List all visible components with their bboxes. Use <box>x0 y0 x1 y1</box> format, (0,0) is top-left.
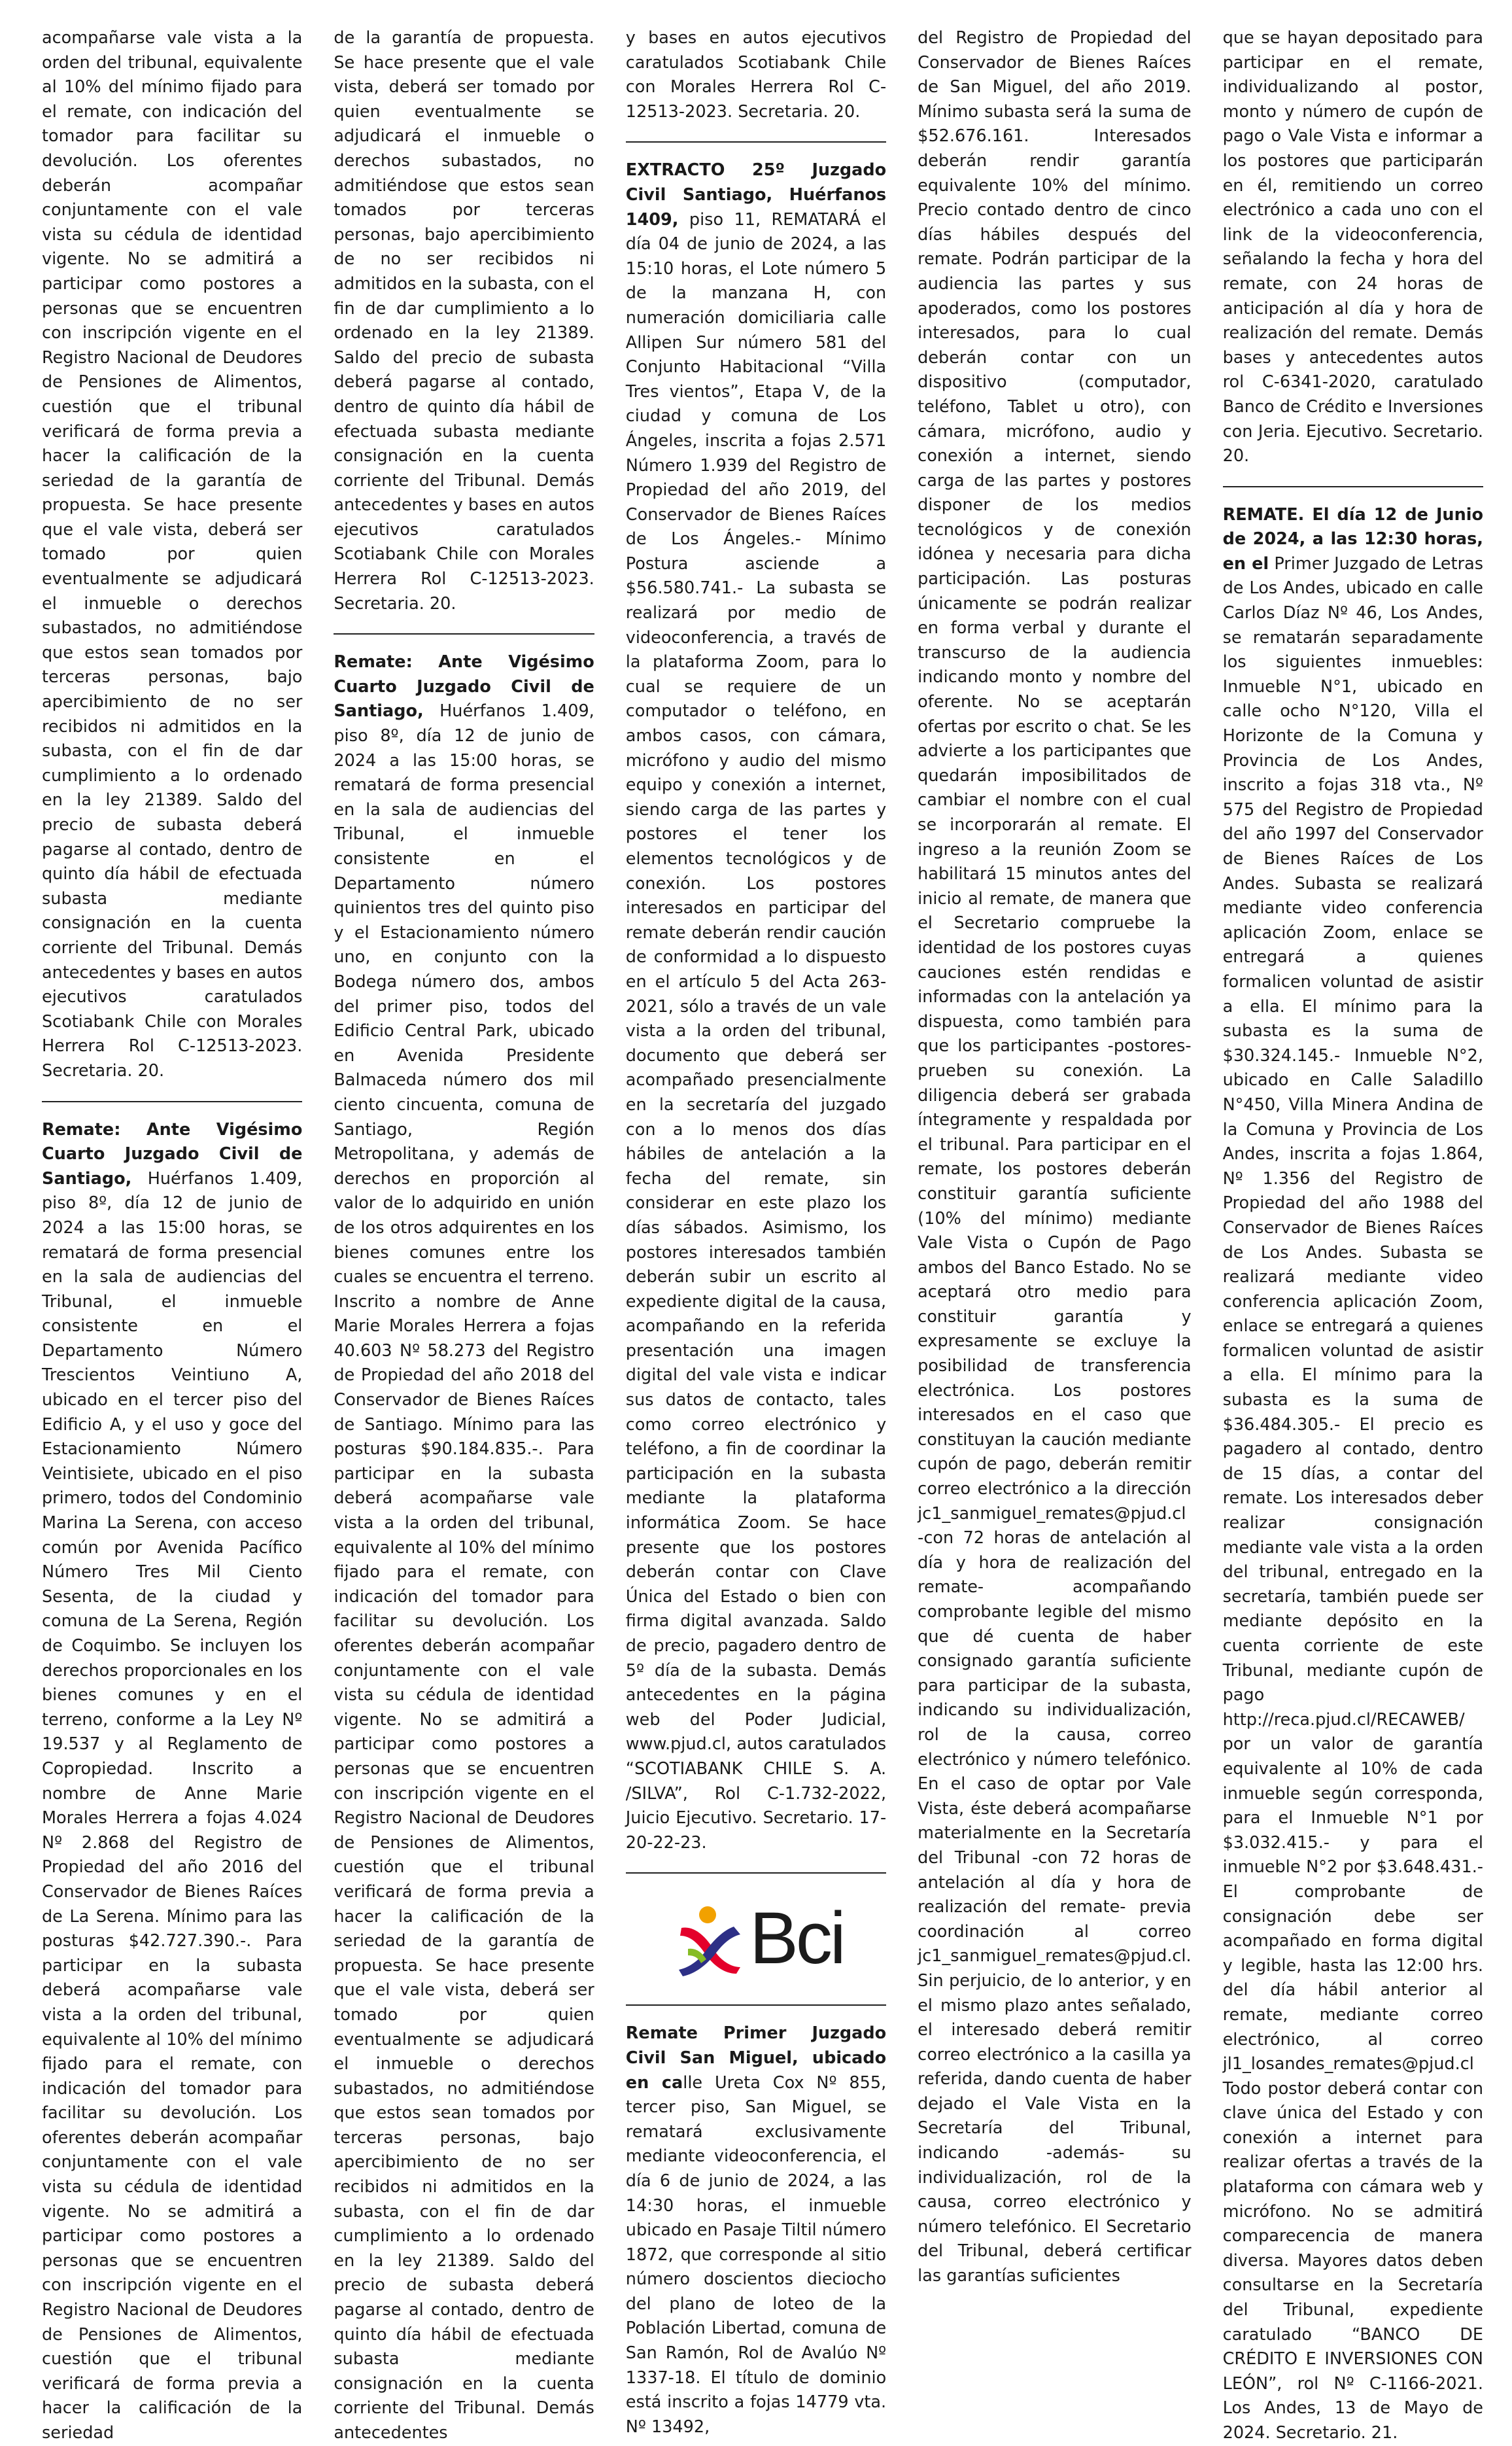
notice-continuation <box>42 26 302 1084</box>
notice-continuation <box>1223 26 1483 469</box>
notice-remate-los-andes <box>1223 503 1483 2446</box>
notice-heading: REMATE. El día 12 de Junio de 2024, a las 12:30 horas, en el <box>1222 504 1483 574</box>
notice-continuation <box>918 26 1191 2289</box>
notice-body: que se hayan depositado para participar en el remate, individualizando al postor, monto y número de cupón de pago o Vale Vista e informar a los postores que participarán en él, remitiendo un correo electrónico a cada uno con el link de la videoconferencia, señalando la fecha y hora del remate, con 24 horas de anticipación al día y hora de realización del remate. Demás bases y antecedentes autos rol C-6341-2020, caratulado Banco de Crédito e Inversiones con Jeria. Ejecutivo. Secretario. 20. <box>1222 28 1483 466</box>
notice-body: Huérfanos 1.409, piso 8º, día 12 de junio de 2024 a las 15:00 horas, se rematará de forma presencial en la sala de audiencias del Tribunal, el inmueble consistente en el Departamento Número Trescientos Veintiuno A, ubicado en el tercer piso del Edificio A, y el uso y goce del Estacionamiento Número Veintisiete, ubicado en el piso primero, todos del Condominio Marina La Serena, con acceso común por Avenida Pacífico Número Tres Mil Ciento Sesenta, de la ciudad y comuna de La Serena, Región de Coquimbo. Se incluyen los derechos proporcionales en los bienes comunes y en el terreno, conforme a la Ley Nº 19.537 y al Reglamento de Copropiedad. Inscrito a nombre de Anne Marie Morales Herrera a fojas 4.024 Nº 2.868 del Registro de Propiedad del año 2016 del Conservador de Bienes Raíces de La Serena. Mínimo para las posturas $42.727.390.-. Para participar en la subasta deberá acompañarse vale vista a la orden del tribunal, equivalente al 10% del mínimo fijado para el remate, con indicación del tomador para facilitar su devolución. Los oferentes deberán acompañar conjuntamente con el vale vista su cédula de identidad vigente. No se admitirá a participar como postores a personas que se encuentren con inscripción vigente en el Registro Nacional de Deudores de Pensiones de Alimentos, cuestión que el tribunal verificará de forma previa a hacer la calificación de la seriedad <box>42 1168 303 2443</box>
notice-divider <box>626 2004 886 2006</box>
bci-logo-wordmark: Bci <box>749 1897 844 1980</box>
bci-logo <box>626 1889 886 1987</box>
notice-divider <box>42 1101 302 1102</box>
notice-extracto-25-civil <box>626 158 886 1855</box>
column-3 <box>625 26 887 2437</box>
notice-body: piso 11, REMATARÁ el día 04 de junio de 2024, a las 15:10 horas, el Lote número 5 de la manzana H, con numeración domiciliaria calle Allipen Sur número 581 del Conjunto Habitacional “Villa Tres vientos”, Etapa V, de la ciudad y comuna de Los Ángeles, inscrita a fojas 2.571 Número 1.939 del Registro de Propiedad del año 2019, del Conservador de Bienes Raíces de Los Ángeles.- Mínimo Postura asciende a $56.580.741.- La subasta se realizará por medio de videoconferencia, a través de la plataforma Zoom, para lo cual se requiere de un computador o teléfono, en ambos casos, con cámara, micrófono y audio del mismo equipo y conexión a internet, siendo carga de las partes y postores el tener los elementos tecnológicos y de conexión. Los postores interesados en participar del remate deberán rendir caución de conformidad a lo dispuesto en el artículo 5 del Acta 263-2021, sólo a través de un vale vista a la orden del tribunal, documento que deberá ser acompañado presencialmente en la secretaría del juzgado con a lo menos dos días hábiles de antelación a la fecha del remate, sin considerar en este plazo los días sábados. Asimismo, los postores interesados también deberán subir un escrito al expediente digital de la causa, acompañando en la referida presentación una imagen digital del vale vista e indicar sus datos de contacto, tales como correo electrónico y teléfono, a fin de coordinar la participación en la subasta mediante la plataforma informática Zoom. Se hace presente que los postores deberán contar con Clave Única del Estado o bien con firma digital avanzada. Saldo de precio, pagadero dentro de 5º día de la subasta. Demás antecedentes en la página web del Poder Judicial, www.pjud.cl, autos caratulados “SCOTIABANK CHILE S. A. /SILVA”, Rol C-1.732-2022, Juicio Ejecutivo. Secretario. 17-20-22-23. <box>625 209 887 1853</box>
notice-body: acompañarse vale vista a la orden del tribunal, equivalente al 10% del mínimo fijado para el remate, con indicación del tomador para facilitar su devolución. Los oferentes deberán acompañar conjuntamente con el vale vista su cédula de identidad vigente. No se admitirá a participar como postores a personas que se encuentren con inscripción vigente en el Registro Nacional de Deudores de Pensiones de Alimentos, cuestión que el tribunal verificará de forma previa a hacer la calificación de la seriedad de la garantía de propuesta. Se hace presente que el vale vista, deberá ser tomado por quien eventualmente se adjudicará el inmueble o derechos subastados, no admitiéndose que estos sean tomados por terceras personas, bajo apercibimiento de no ser recibidos ni admitidos en la subasta, con el fin de dar cumplimiento a lo ordenado en la ley 21389. Saldo del precio de subasta deberá pagarse al contado, dentro de quinto día hábil de efectuada subasta mediante consignación en la cuenta corriente del Tribunal. Demás antecedentes y bases en autos ejecutivos caratulados Scotiabank Chile con Morales Herrera Rol C-12513-2023. Secretaria. 20. <box>42 28 303 1081</box>
notice-body: Huérfanos 1.409, piso 8º, día 12 de junio de 2024 a las 15:00 horas, se rematará de forma presencial en la sala de audiencias del Tribunal, el inmueble consistente en el Departamento número quinientos tres del quinto piso y el Estacionamiento número uno, en conjunto con la Bodega número dos, ambos del primer piso, todos del Edificio Central Park, ubicado en Avenida Presidente Balmaceda número dos mil ciento cincuenta, comuna de Santiago, Región Metropolitana, y además de derechos en proporción al valor de lo adquirido en unión de los otros adquirentes en los bienes comunes entre los cuales se encuentra el terreno. Inscrito a nombre de Anne Marie Morales Herrera a fojas 40.603 Nº 58.273 del Registro de Propiedad del año 2018 del Conservador de Bienes Raíces de Santiago. Mínimo para las posturas $90.184.835.-. Para participar en la subasta deberá acompañarse vale vista a la orden del tribunal, equivalente al 10% del mínimo fijado para el remate, con indicación del tomador para facilitar su devolución. Los oferentes deberán acompañar conjuntamente con el vale vista su cédula de identidad vigente. No se admitirá a participar como postores a personas que se encuentren con inscripción vigente en el Registro Nacional de Deudores de Pensiones de Alimentos, cuestión que el tribunal verificará de forma previa a hacer la calificación de la seriedad de la garantía de propuesta. Se hace presente que el vale vista, deberá ser tomado por quien eventualmente se adjudicará el inmueble o derechos subastados, no admitiéndose que estos sean tomados por terceras personas, bajo apercibimiento de no ser recibidos ni admitidos en la subasta, con el fin de dar cumplimiento a lo ordenado en la ley 21389. Saldo del precio de subasta deberá pagarse al contado, dentro de quinto día hábil de efectuada subasta mediante consignación en la cuenta corriente del Tribunal. Demás antecedentes <box>334 701 594 2443</box>
notice-remate-24-civil-la-serena <box>42 1118 302 2446</box>
notice-heading: Remate Primer Juzgado Civil San Miguel, ubicado en ca <box>625 2023 887 2093</box>
column-4 <box>918 26 1192 2286</box>
bci-logo-mark-icon <box>668 1899 747 1978</box>
notice-heading: EXTRACTO 25º Juzgado Civil Santiago, Huérfanos 1409, <box>625 160 887 230</box>
notice-body: lle Ureta Cox Nº 855, tercer piso, San Miguel, se rematará exclusivamente mediante videoconferencia, el día 6 de junio de 2024, a las 14:30 horas, el inmueble ubicado en Pasaje Tiltil número 1872, que corresponde al sitio número doscientos dieciocho del plano de loteo de la Población Libertad, comuna de San Ramón, Rol de Avalúo Nº 1337-18. El título de dominio está inscrito a fojas 14779 vta. Nº 13492, <box>625 2072 887 2437</box>
notice-body: y bases en autos ejecutivos caratulados Scotiabank Chile con Morales Herrera Rol C-12513-2023. Secretaria. 20. <box>625 28 887 122</box>
notice-body: de la garantía de propuesta. Se hace presente que el vale vista, deberá ser tomado por quien eventualmente se adjudicará el inmueble o derechos subastados, no admitiéndose que estos sean tomados por terceras personas, bajo apercibimiento de no ser recibidos ni admitidos en la subasta, con el fin de dar cumplimiento a lo ordenado en la ley 21389. Saldo del precio de subasta deberá pagarse al contado, dentro de quinto día hábil de efectuada subasta mediante consignación en la cuenta corriente del Tribunal. Demás antecedentes y bases en autos ejecutivos caratulados Scotiabank Chile con Morales Herrera Rol C-12513-2023. Secretaria. 20. <box>334 28 594 614</box>
notice-heading: Remate: Ante Vigésimo Cuarto Juzgado Civil de Santiago, <box>334 652 594 722</box>
notice-divider <box>626 141 886 143</box>
column-1 <box>42 26 303 2443</box>
notice-remate-1-civil-san-miguel <box>626 2021 886 2439</box>
notice-heading: Remate: Ante Vigésimo Cuarto Juzgado Civil de Santiago, <box>42 1119 303 1189</box>
notice-body: del Registro de Propiedad del Conservador de Bienes Raíces de San Miguel, del año 2019. Mínimo subasta será la suma de $52.676.161. Interesados deberán rendir garantía equivalente 10% del mínimo. Precio contado dentro de cinco días hábiles después del remate. Podrán participar de la audiencia las partes y sus apoderados, como los postores interesados, para lo cual deberán contar con un dispositivo (computador, teléfono, Tablet u otro), con cámara, micrófono, audio y conexión a internet, siendo carga de las partes y postores disponer de los medios tecnológicos y de conexión idónea y necesaria para dicha participación. Las posturas únicamente se podrán realizar en forma verbal y durante el transcurso de la audiencia indicando monto y nombre del oferente. No se aceptarán ofertas por escrito o chat. Se les advierte a los participantes que quedarán imposibilitados de cambiar el nombre con el cual se incorporarán al remate. El ingreso a la reunión Zoom se habilitará 15 minutos antes del inicio al remate, de manera que el Secretario compruebe la identidad de los postores cuyas cauciones estén rendidas e informadas con la antelación ya dispuesta, como también para que los participantes -postores- prueben su conexión. La diligencia deberá ser grabada íntegramente y respaldada por el tribunal. Para participar en el remate, los postores deberán constituir garantía suficiente (10% del mínimo) mediante Vale Vista o Cupón de Pago ambos del Banco Estado. No se aceptará otro medio para constituir garantía y expresamente se excluye la posibilidad de transferencia electrónica. Los postores interesados en el caso que constituyan la caución mediante cupón de pago, deberán remitir correo electrónico a la dirección jc1_sanmiguel_remates@pjud.cl -con 72 horas de antelación al día y hora de realización del remate- acompañando comprobante legible del mismo que dé cuenta de haber consignado garantía suficiente para participar de la subasta, indicando su individualización, rol de la causa, correo electrónico y número telefónico. En el caso de optar por Vale Vista, éste deberá acompañarse materialmente en la Secretaría del Tribunal -con 72 horas de antelación al día y hora de realización del remate- previa coordinación al correo jc1_sanmiguel_remates@pjud.cl. Sin perjuicio, de lo anterior, y en el mismo plazo antes señalado, el interesado deberá remitir correo electrónico a la casilla ya referida, dando cuenta de haber dejado el Vale Vista en la Secretaría del Tribunal, indicando -además- su individualización, rol de la causa, correo electrónico y número telefónico. El Secretario del Tribunal, deberá certificar las garantías suficientes <box>918 28 1192 2286</box>
notice-continuation <box>626 26 886 124</box>
notice-divider <box>334 633 594 635</box>
notice-remate-24-civil-santiago <box>334 650 594 2445</box>
column-5 <box>1222 26 1483 2443</box>
column-2 <box>334 26 594 2443</box>
notice-divider <box>1223 486 1483 487</box>
notice-body: Primer Juzgado de Letras de Los Andes, ubicado en calle Carlos Díaz Nº 46, Los Andes, se rematarán separadamente los siguientes inmuebles: Inmueble N°1, ubicado en calle ocho N°120, Villa el Horizonte de la Comuna y Provincia de Los Andes, inscrito a fojas 318 vta., Nº 575 del Registro de Propiedad del año 1997 del Conservador de Bienes Raíces de Los Andes. Subasta se realizará mediante video conferencia aplicación Zoom, enlace se entregará a quienes formalicen voluntad de asistir a ella. El mínimo para la subasta es la suma de $30.324.145.- Inmueble N°2, ubicado en Calle Saladillo N°450, Villa Minera Andina de la Comuna y Provincia de Los Andes, inscrita a fojas 1.864, Nº 1.356 del Registro de Propiedad del año 1988 del Conservador de Bienes Raíces de Los Andes. Subasta se realizará mediante video conferencia aplicación Zoom, enlace se entregará a quienes formalicen voluntad de asistir a ella. El mínimo para la subasta es la suma de $36.484.305.- El precio es pagadero al contado, dentro de 15 días, a contar del remate. Los interesados deber realizar consignación mediante vale vista a la orden del tribunal, entregado en la secretaría, también puede ser mediante depósito en la cuenta corriente de este Tribunal, mediante cupón de pago http://reca.pjud.cl/RECAWEB/ por un valor de garantía equivalente al 10% de cada inmueble según corresponda, para el Inmueble N°1 por $3.032.415.- y para el inmueble N°2 por $3.648.431.- El comprobante de consignación debe ser acompañado en forma digital y legible, hasta las 12:00 hrs. del día hábil anterior al remate, mediante correo electrónico, al correo jl1_losandes_remates@pjud.cl Todo postor deberá contar con clave única del Estado y con conexión a internet para realizar ofertas a través de la plataforma con cámara web y micrófono. No se admitirá comparecencia de manera diversa. Mayores datos deben consultarse en la Secretaría del Tribunal, expediente caratulado “BANCO DE CRÉDITO E INVERSIONES CON LEÓN”, rol Nº C-1166-2021. Los Andes, 13 de Mayo de 2024. Secretario. 21. <box>1222 553 1483 2443</box>
notice-continuation <box>334 26 594 616</box>
notice-divider <box>626 1872 886 1874</box>
